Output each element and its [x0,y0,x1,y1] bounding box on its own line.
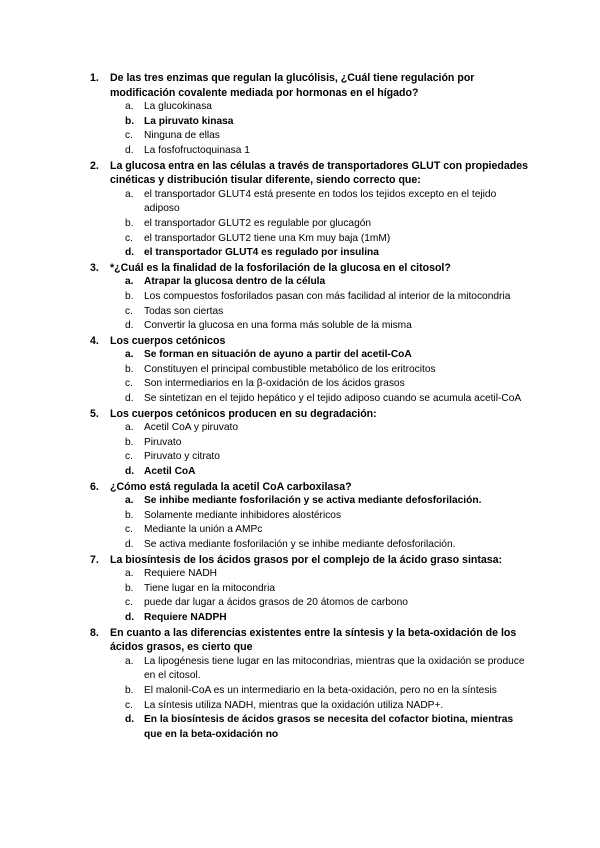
option-text: el transportador GLUT4 es regulado por insulina [144,247,379,259]
question-text: La glucosa entra en las células a través de transportadores GLUT con propiedades cinéticas y distribución tisular diferente, siendo correcto que: [110,159,528,187]
question-number: 8. [90,626,99,639]
option-text: La síntesis utiliza NADH, mientras que la oxidación utiliza NADP+. [144,699,444,711]
question-number: 3. [90,261,99,274]
answer-option [125,305,530,320]
option-text: Ninguna de ellas [144,130,220,142]
question-number: 1. [90,72,99,84]
option-text: Tiene lugar en la mitocondria [144,582,275,594]
question-text: Los cuerpos cetónicos producen en su degradación: [110,407,377,420]
question-list [90,71,530,742]
answer-options [90,275,530,333]
option-letter: a. [125,422,134,434]
option-text: el transportador GLUT2 es regulable por glucagón [144,217,372,229]
question-item [90,407,530,480]
option-letter: c. [125,524,133,536]
answer-option [125,144,530,159]
answer-option [125,567,530,582]
option-text: La lipogénesis tiene lugar en las mitocondrias, mientras que la oxidación se produce en el citosol. [144,655,525,682]
answer-option [125,655,530,684]
option-letter: d. [125,466,135,478]
option-text: El malonil-CoA es un intermediario en la beta-oxidación, pero no en la síntesis [144,684,497,696]
question-item [90,261,530,334]
question-item [90,334,530,407]
answer-option-correct [125,115,530,130]
option-text: Son intermediarios en la β-oxidación de los ácidos grasos [144,378,405,390]
answer-option-correct [125,348,530,363]
question-text: *¿Cuál es la finalidad de la fosforilación de la glucosa en el citosol? [110,261,451,274]
option-text: Constituyen el principal combustible metabólico de los eritrocitos [144,363,436,375]
question-header [90,159,530,188]
option-letter: a. [125,655,134,667]
option-text: La piruvato kinasa [144,115,234,127]
option-text: Requiere NADPH [144,611,227,623]
question-header [90,334,530,349]
question-number: 4. [90,334,99,347]
answer-option [125,232,530,247]
question-header [90,407,530,422]
option-letter: c. [125,451,133,463]
answer-options [90,188,530,261]
question-header [90,71,530,100]
option-text: Atrapar la glucosa dentro de la célula [144,276,326,288]
question-number: 7. [90,553,99,566]
answer-option-correct [125,713,530,742]
option-text: Se sintetizan en el tejido hepático y el tejido adiposo cuando se acumula acetil-CoA [144,393,522,405]
option-letter: d. [125,714,135,726]
answer-option [125,377,530,392]
question-header [90,261,530,276]
option-text: Acetil CoA y piruvato [144,422,238,434]
answer-options [90,100,530,158]
question-item [90,553,530,626]
answer-option [125,538,530,553]
question-header [90,480,530,495]
option-text: Acetil CoA [144,466,196,478]
option-letter: a. [125,188,134,200]
option-text: Todas son ciertas [144,305,224,317]
option-text: Se activa mediante fosforilación y se inhibe mediante defosforilación. [144,539,456,550]
option-text: En la biosíntesis de ácidos grasos se necesita del cofactor biotina, mientras que en la beta-oxidación no [144,714,514,740]
option-letter: b. [125,436,134,448]
answer-option [125,290,530,305]
option-text: Se forman en situación de ayuno a partir del acetil-CoA [144,349,412,361]
question-number: 5. [90,407,99,420]
option-text: Mediante la unión a AMPc [144,524,263,536]
answer-option-correct [125,494,530,509]
question-header [90,553,530,568]
question-text: La biosíntesis de los ácidos grasos por el complejo de la ácido graso sintasa: [110,553,503,566]
answer-option [125,421,530,436]
answer-option [125,392,530,407]
answer-option [125,450,530,465]
answer-option [125,596,530,611]
answer-option [125,509,530,524]
answer-option-correct [125,611,530,626]
question-text: ¿Cómo está regulada la acetil CoA carboxilasa? [110,480,352,493]
option-letter: c. [125,378,133,390]
answer-option [125,188,530,217]
answer-option [125,129,530,144]
question-item [90,626,530,743]
option-letter: d. [125,247,135,259]
option-letter: d. [125,320,134,332]
option-text: el transportador GLUT4 está presente en todos los tejidos excepto en el tejido adiposo [144,188,497,215]
question-number: 2. [90,159,99,172]
answer-option-correct [125,465,530,480]
answer-option [125,523,530,538]
option-letter: c. [125,232,133,244]
question-item [90,71,530,159]
option-text: el transportador GLUT2 tiene una Km muy baja (1mM) [144,232,391,244]
answer-option-correct [125,275,530,290]
answer-option [125,100,530,115]
option-text: Convertir la glucosa en una forma más soluble de la misma [144,320,412,332]
answer-options [90,494,530,552]
option-letter: c. [125,699,133,711]
question-text: En cuanto a las diferencias existentes entre la síntesis y la beta-oxidación de los ácidos grasos, es cierto que [110,626,517,654]
answer-option [125,319,530,334]
question-text: Los cuerpos cetónicos [110,334,226,347]
answer-option [125,699,530,714]
question-text: De las tres enzimas que regulan la glucólisis, ¿Cuál tiene regulación por modificación covalente mediada por hormonas en el hígado? [110,72,475,99]
option-letter: c. [125,305,133,317]
option-letter: b. [125,290,134,302]
option-letter: d. [125,393,134,405]
option-text: Se inhibe mediante fosforilación y se activa mediante defosforilación. [144,495,482,507]
option-letter: c. [125,597,133,609]
option-text: Solamente mediante inhibidores alostéricos [144,509,342,521]
option-letter: a. [125,101,134,113]
answer-option [125,684,530,699]
option-letter: d. [125,144,134,156]
question-item [90,159,530,261]
option-letter: b. [125,115,135,127]
option-text: Piruvato [144,436,182,448]
answer-option [125,363,530,378]
option-text: Piruvato y citrato [144,451,220,463]
answer-options [90,655,530,743]
option-letter: b. [125,217,134,229]
option-text: puede dar lugar a ácidos grasos de 20 átomos de carbono [144,597,408,609]
option-letter: a. [125,568,134,580]
option-text: La glucokinasa [144,101,212,113]
answer-option [125,217,530,232]
option-letter: b. [125,509,134,521]
answer-options [90,348,530,406]
option-letter: b. [125,363,134,375]
option-letter: d. [125,611,135,623]
option-letter: b. [125,684,134,696]
answer-options [90,421,530,479]
option-letter: a. [125,349,134,361]
answer-option-correct [125,246,530,261]
question-header [90,626,530,655]
option-text: La fosfofructoquinasa 1 [144,144,250,156]
option-letter: a. [125,276,134,288]
option-letter: a. [125,495,134,507]
answer-option [125,582,530,597]
option-letter: d. [125,539,134,550]
option-letter: b. [125,582,134,594]
option-text: Los compuestos fosforilados pasan con más facilidad al interior de la mitocondria [144,290,511,302]
option-text: Requiere NADH [144,568,218,580]
answer-option [125,436,530,451]
option-letter: c. [125,130,133,142]
answer-options [90,567,530,625]
question-number: 6. [90,480,99,493]
question-item [90,480,530,553]
